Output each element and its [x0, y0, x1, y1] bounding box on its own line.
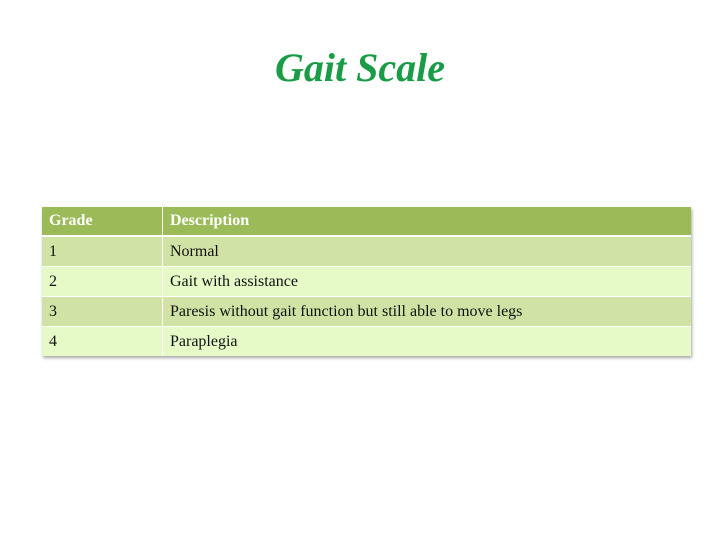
table-header-row: [42, 207, 691, 236]
header-description: Description: [163, 207, 692, 236]
table-row: [42, 327, 691, 357]
grade-cell: 2: [42, 267, 163, 297]
table-row: [42, 297, 691, 327]
grade-cell: 1: [42, 236, 163, 267]
description-cell: Normal: [163, 236, 692, 267]
grade-cell: 3: [42, 297, 163, 327]
header-grade: Grade: [42, 207, 163, 236]
gait-scale-table: [42, 207, 691, 356]
grade-cell: 4: [42, 327, 163, 357]
slide-title: Gait Scale: [275, 45, 445, 90]
description-cell: Paraplegia: [163, 327, 692, 357]
table-row: [42, 267, 691, 297]
description-cell: Gait with assistance: [163, 267, 692, 297]
table-row: [42, 236, 691, 267]
description-cell: Paresis without gait function but still able to move legs: [163, 297, 692, 327]
